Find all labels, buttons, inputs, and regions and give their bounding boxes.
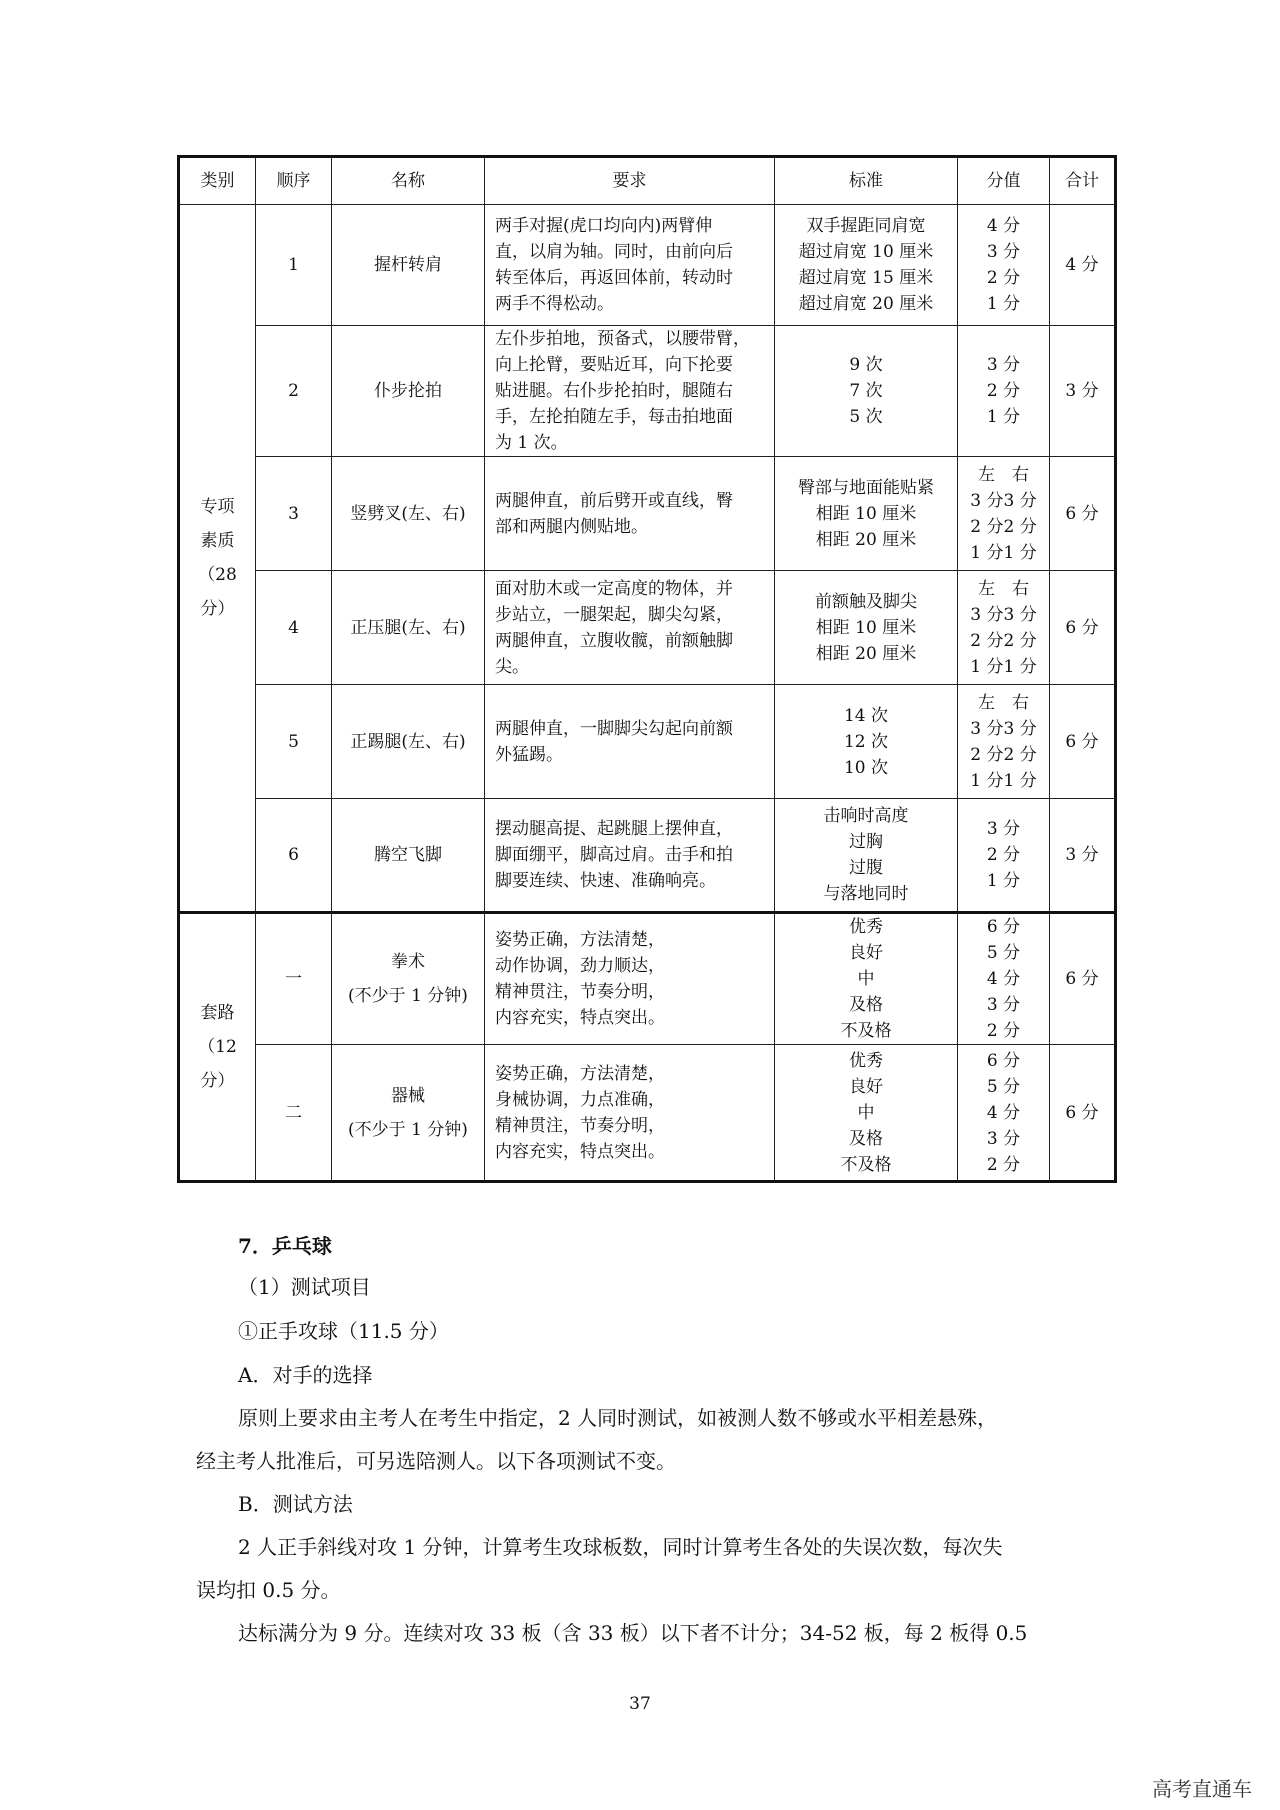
table-row (179, 457, 1116, 571)
scoring-table (177, 155, 1117, 1183)
score-line: 2 分 (986, 1021, 1021, 1041)
requirement-cell-line: 两手对握(虎口均向内)两臂伸 (495, 216, 713, 236)
requirement-cell-line: 姿势正确，方法清楚， (495, 1063, 665, 1084)
standard-cell-line: 相距 10 厘米 (815, 503, 917, 524)
score-cell (958, 326, 1050, 457)
requirement-cell-line: 两腿伸直，立腹收髋，前额触脚 (495, 630, 733, 651)
part-a-title: A．对手的选择 (238, 1363, 373, 1387)
table-row (179, 1045, 1116, 1182)
score-line: 1 分 (986, 294, 1021, 314)
requirement-cell-line: 为 1 次。 (495, 433, 568, 453)
name-cell-line: 正踢腿(左、右) (350, 731, 466, 752)
requirement-cell (485, 205, 775, 326)
header-score: 分值 (958, 157, 1050, 205)
score-line: 1 分1 分 (970, 770, 1037, 791)
total-cell: 3 分 (1050, 326, 1116, 457)
score-line: 4 分 (986, 216, 1021, 236)
name-cell (332, 205, 485, 326)
left-right-header (964, 690, 1043, 716)
part-b-text-line2: 误均扣 0.5 分。 (196, 1578, 341, 1602)
part-b-title: B．测试方法 (238, 1492, 353, 1516)
table-row (179, 913, 1116, 1045)
requirement-cell-line: 尖。 (495, 656, 529, 677)
standard-cell-line: 超过肩宽 10 厘米 (798, 242, 934, 262)
total-cell: 6 分 (1050, 571, 1116, 685)
total-cell: 6 分 (1050, 457, 1116, 571)
requirement-cell (485, 685, 775, 799)
score-line: 3 分3 分 (970, 604, 1037, 625)
name-cell (332, 457, 485, 571)
standard-cell (775, 685, 958, 799)
order-cell: 一 (256, 913, 332, 1045)
requirement-cell-line: 部和两腿内侧贴地。 (495, 516, 648, 537)
requirement-cell-line: 姿势正确，方法清楚， (495, 930, 665, 950)
page-number: 37 (629, 1694, 651, 1714)
score-cell (958, 799, 1050, 913)
name-cell-line: 腾空飞脚 (374, 845, 442, 865)
name-cell (332, 913, 485, 1045)
requirement-cell-line: 步站立，一腿架起，脚尖勾紧， (495, 604, 733, 625)
requirement-cell-line: 脚要连续、快速、准确响亮。 (495, 871, 716, 891)
order-cell: 二 (256, 1045, 332, 1182)
standard-cell-line: 优秀 (849, 917, 883, 937)
standard-cell-line: 中 (857, 969, 875, 989)
section-heading: 7．乒乓球 (238, 1234, 332, 1258)
score-line: 5 分 (986, 1076, 1021, 1097)
name-cell (332, 571, 485, 685)
standard-cell (775, 571, 958, 685)
name-cell-line: (不少于 1 分钟) (348, 986, 468, 1006)
standard-cell-line: 超过肩宽 15 厘米 (798, 268, 934, 288)
standard-cell-line: 及格 (849, 1128, 883, 1149)
category-line: （12 (198, 1037, 237, 1057)
name-cell (332, 326, 485, 457)
name-cell-line: (不少于 1 分钟) (348, 1119, 468, 1140)
score-line: 2 分2 分 (970, 516, 1037, 537)
standard-cell (775, 205, 958, 326)
standard-cell-line: 9 次 (849, 355, 883, 375)
part-a-text-line2: 经主考人批准后，可另选陪测人。以下各项测试不变。 (196, 1449, 676, 1473)
standard-cell (775, 457, 958, 571)
category-cell (179, 205, 256, 913)
score-line: 1 分1 分 (970, 656, 1037, 677)
name-cell-line: 握杆转肩 (374, 255, 442, 275)
standard-cell-line: 14 次 (843, 705, 889, 726)
requirement-cell-line: 内容充实，特点突出。 (495, 1141, 665, 1162)
standard-cell-line: 5 次 (849, 407, 883, 427)
standard-cell (775, 1045, 958, 1182)
part-b-text-line1: 2 人正手斜线对攻 1 分钟，计算考生攻球板数，同时计算考生各处的失误次数，每次失 (238, 1535, 1003, 1559)
part-b-text-line3: 达标满分为 9 分。连续对攻 33 板（含 33 板）以下者不计分；34-52 板，每 2 板得 0.5 (238, 1621, 1028, 1645)
category-cell (179, 913, 256, 1182)
requirement-cell-line: 两腿伸直，前后劈开或直线，臀 (495, 490, 733, 511)
score-line: 2 分 (986, 1154, 1021, 1175)
requirement-cell (485, 913, 775, 1045)
category-line: 专项 (200, 497, 235, 517)
requirement-cell-line: 手，左抡拍随左手，每击拍地面 (495, 407, 733, 427)
score-cell (958, 571, 1050, 685)
order-cell: 5 (256, 685, 332, 799)
name-cell (332, 685, 485, 799)
score-line: 6 分 (986, 1050, 1021, 1071)
requirement-cell-line: 精神贯注，节奏分明， (495, 982, 665, 1002)
right-label: 右 (1012, 578, 1029, 599)
score-line: 2 分2 分 (970, 630, 1037, 651)
left-right-header (964, 462, 1043, 488)
score-cell (958, 205, 1050, 326)
score-cell (958, 685, 1050, 799)
requirement-cell (485, 799, 775, 913)
header-total: 合计 (1050, 157, 1116, 205)
requirement-cell-line: 外猛踢。 (495, 744, 563, 765)
total-cell: 6 分 (1050, 913, 1116, 1045)
name-cell-line: 正压腿(左、右) (350, 617, 466, 638)
order-cell: 4 (256, 571, 332, 685)
standard-cell-line: 12 次 (843, 731, 889, 752)
score-line: 1 分1 分 (970, 542, 1037, 563)
standard-cell (775, 799, 958, 913)
requirement-cell-line: 两腿伸直，一脚脚尖勾起向前额 (495, 718, 733, 739)
score-cell (958, 1045, 1050, 1182)
name-cell (332, 799, 485, 913)
requirement-cell-line: 摆动腿高提、起跳腿上摆伸直， (495, 819, 733, 839)
score-line: 6 分 (986, 917, 1021, 937)
name-cell-line: 器械 (391, 1085, 425, 1106)
standard-cell-line: 击响时高度 (823, 806, 909, 826)
category-line: 素质 (200, 531, 235, 551)
score-cell (958, 913, 1050, 1045)
score-line: 4 分 (986, 969, 1021, 989)
total-cell: 4 分 (1050, 205, 1116, 326)
standard-cell-line: 不及格 (840, 1021, 892, 1041)
standard-cell-line: 过腹 (849, 858, 883, 878)
score-line: 5 分 (986, 943, 1021, 963)
score-line: 3 分 (986, 1128, 1021, 1149)
standard-cell (775, 326, 958, 457)
score-line: 3 分 (986, 819, 1021, 839)
standard-cell-line: 中 (857, 1102, 875, 1123)
right-label: 右 (1012, 692, 1029, 713)
standard-cell-line: 优秀 (849, 1050, 883, 1071)
table-body (179, 205, 1116, 1182)
requirement-cell-line: 转至体后，再返回体前，转动时 (495, 268, 733, 288)
standard-cell-line: 相距 20 厘米 (815, 529, 917, 550)
requirement-cell-line: 贴进腿。右仆步抡拍时，腿随右 (495, 381, 733, 401)
left-label: 左 (978, 464, 995, 485)
part-a-text-line1: 原则上要求由主考人在考生中指定，2 人同时测试，如被测人数不够或水平相差悬殊， (238, 1406, 998, 1430)
requirement-cell-line: 精神贯注，节奏分明， (495, 1115, 665, 1136)
standard-cell-line: 与落地同时 (823, 884, 909, 904)
standard-cell (775, 913, 958, 1045)
standard-cell-line: 相距 20 厘米 (815, 643, 917, 664)
standard-cell-line: 臀部与地面能贴紧 (798, 477, 934, 498)
standard-cell-line: 良好 (849, 943, 883, 963)
right-label: 右 (1012, 464, 1029, 485)
score-line: 3 分 (986, 995, 1021, 1015)
standard-cell-line: 10 次 (843, 757, 889, 778)
table-row (179, 571, 1116, 685)
header-standard: 标准 (775, 157, 958, 205)
table-row (179, 799, 1116, 913)
left-label: 左 (978, 692, 995, 713)
watermark: 高考直通车 (1152, 1777, 1252, 1801)
table-header-row (179, 157, 1116, 205)
subsection-title: （1）测试项目 (238, 1275, 371, 1299)
test-item-title: ①正手攻球（11.5 分） (238, 1319, 449, 1343)
order-cell: 1 (256, 205, 332, 326)
table-row (179, 205, 1116, 326)
order-cell: 3 (256, 457, 332, 571)
standard-cell-line: 不及格 (840, 1154, 892, 1175)
score-line: 3 分 (986, 242, 1021, 262)
category-line: 分） (200, 1071, 235, 1091)
total-cell: 6 分 (1050, 1045, 1116, 1182)
requirement-cell-line: 动作协调，劲力顺达， (495, 956, 665, 976)
left-right-header (964, 576, 1043, 602)
table-row (179, 685, 1116, 799)
standard-cell-line: 及格 (849, 995, 883, 1015)
requirement-cell-line: 面对肋木或一定高度的物体，并 (495, 578, 733, 599)
header-name: 名称 (332, 157, 485, 205)
standard-cell-line: 良好 (849, 1076, 883, 1097)
requirement-cell-line: 左仆步拍地，预备式，以腰带臂， (495, 329, 750, 349)
score-line: 2 分 (986, 845, 1021, 865)
score-line: 3 分3 分 (970, 718, 1037, 739)
header-order: 顺序 (256, 157, 332, 205)
score-line: 2 分 (986, 268, 1021, 288)
standard-cell-line: 7 次 (849, 381, 883, 401)
left-label: 左 (978, 578, 995, 599)
standard-cell-line: 双手握距同肩宽 (806, 216, 926, 236)
score-line: 3 分 (986, 355, 1021, 375)
name-cell (332, 1045, 485, 1182)
requirement-cell-line: 内容充实，特点突出。 (495, 1008, 665, 1028)
requirement-cell-line: 身械协调，力点准确， (495, 1089, 665, 1110)
score-line: 2 分 (986, 381, 1021, 401)
requirement-cell (485, 1045, 775, 1182)
category-line: （28 (198, 565, 237, 585)
score-line: 3 分3 分 (970, 490, 1037, 511)
category-line: 套路 (200, 1003, 235, 1023)
score-line: 4 分 (986, 1102, 1021, 1123)
category-line: 分） (200, 599, 235, 619)
header-category: 类别 (179, 157, 256, 205)
standard-cell-line: 相距 10 厘米 (815, 617, 917, 638)
order-cell: 2 (256, 326, 332, 457)
standard-cell-line: 前额触及脚尖 (815, 591, 917, 612)
score-line: 2 分2 分 (970, 744, 1037, 765)
standard-cell-line: 超过肩宽 20 厘米 (798, 294, 934, 314)
standard-cell-line: 过胸 (849, 832, 883, 852)
score-cell (958, 457, 1050, 571)
requirement-cell-line: 向上抡臂，要贴近耳，向下抡要 (495, 355, 733, 375)
name-cell-line: 仆步抡拍 (374, 381, 442, 401)
requirement-cell (485, 571, 775, 685)
requirement-cell-line: 脚面绷平，脚高过肩。击手和拍 (495, 845, 733, 865)
total-cell: 3 分 (1050, 799, 1116, 913)
name-cell-line: 竖劈叉(左、右) (350, 503, 466, 524)
requirement-cell-line: 两手不得松动。 (495, 294, 614, 314)
score-line: 1 分 (986, 407, 1021, 427)
header-requirement: 要求 (485, 157, 775, 205)
requirement-cell (485, 457, 775, 571)
name-cell-line: 拳术 (391, 952, 425, 972)
requirement-cell-line: 直，以肩为轴。同时，由前向后 (495, 242, 733, 262)
score-line: 1 分 (986, 871, 1021, 891)
order-cell: 6 (256, 799, 332, 913)
table-row (179, 326, 1116, 457)
total-cell: 6 分 (1050, 685, 1116, 799)
requirement-cell (485, 326, 775, 457)
